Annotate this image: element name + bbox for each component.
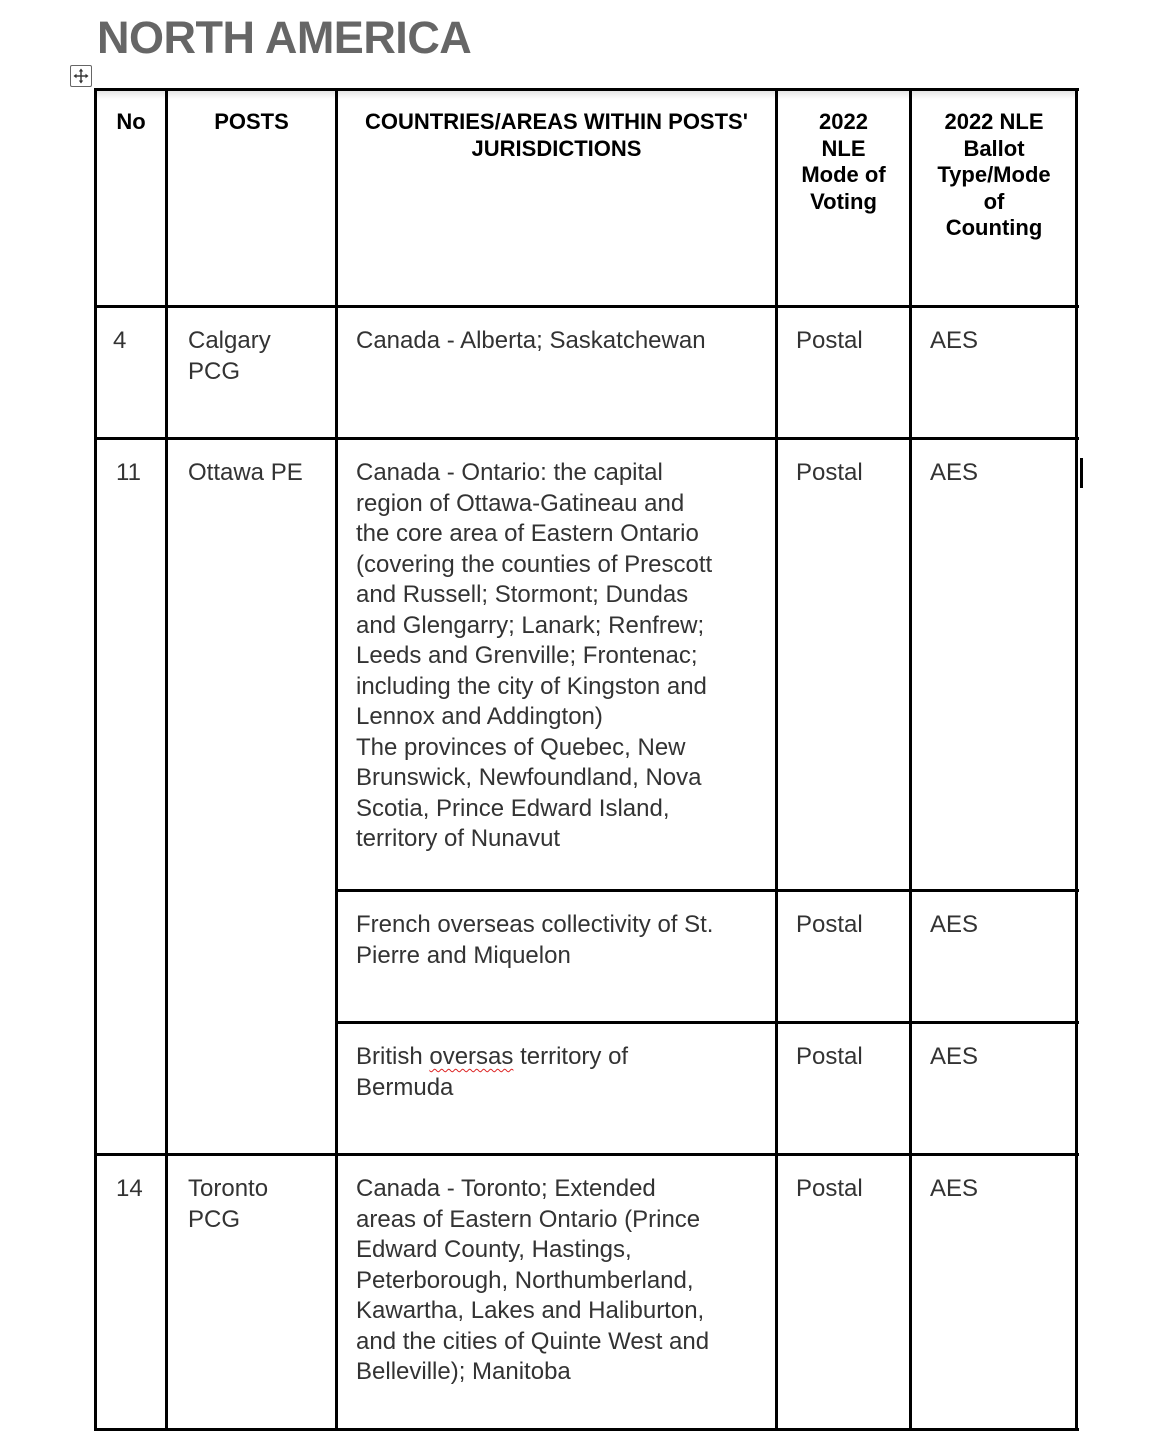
cell-mode-of-voting: Postal	[796, 911, 863, 938]
cell-ballot-type: AES	[930, 327, 979, 354]
grid-line-top	[95, 88, 1079, 91]
cell-areas: British oversas territory of Bermuda	[356, 1043, 629, 1101]
cell-mode-of-voting: Postal	[796, 327, 863, 354]
cell-post: Toronto PCG	[188, 1175, 269, 1233]
text-cursor	[1080, 458, 1083, 488]
cell-no: 11	[116, 459, 141, 486]
grid-line-row11-bottom	[95, 1153, 1079, 1156]
cell-ballot-type: AES	[930, 1175, 979, 1202]
cell-areas: Canada - Alberta; Saskatchewan	[356, 327, 706, 354]
grid-line-header-bottom	[95, 305, 1079, 308]
cell-no: 14	[116, 1175, 143, 1202]
misspelled-word[interactable]: oversas	[429, 1043, 514, 1070]
cell-areas: French overseas collectivity of St. Pierre and Miquelon	[356, 911, 714, 969]
cell-mode-of-voting: Postal	[796, 1175, 863, 1202]
grid-line-row4-bottom	[95, 437, 1079, 440]
table-top-shadow	[97, 91, 1077, 99]
grid-line-col3	[775, 88, 778, 1431]
header-no: No	[116, 109, 146, 134]
move-arrows-icon	[73, 68, 89, 84]
cell-areas: Canada - Toronto; Extended areas of Eastern Ontario (Prince Edward County, Hastings, Peterborough, Northumberland, Kawartha, Lakes and Haliburton, and the cities of Quinte West and Belleville); Manitoba	[356, 1175, 710, 1385]
header-ballot-type: 2022 NLE Ballot Type/Mode of Counting	[937, 109, 1051, 240]
cell-ballot-type: AES	[930, 911, 979, 938]
grid-line-col2	[335, 88, 338, 1431]
grid-line-ottawa-sub1	[336, 889, 1079, 892]
grid-line-right	[1075, 88, 1078, 1431]
cell-mode-of-voting: Postal	[796, 1043, 863, 1070]
table-move-handle[interactable]	[70, 65, 92, 87]
header-countries: COUNTRIES/AREAS WITHIN POSTS' JURISDICTIONS	[365, 109, 748, 161]
cell-post: Ottawa PE	[188, 459, 303, 486]
grid-line-bottom	[95, 1428, 1079, 1431]
cell-post: Calgary PCG	[188, 327, 271, 385]
cell-mode-of-voting: Postal	[796, 459, 863, 486]
header-posts: POSTS	[214, 109, 289, 134]
grid-line-col1	[165, 88, 168, 1431]
cell-ballot-type: AES	[930, 1043, 979, 1070]
cell-no: 4	[113, 327, 127, 354]
cell-ballot-type: AES	[930, 459, 979, 486]
grid-line-col4	[909, 88, 912, 1431]
grid-line-ottawa-sub2	[336, 1021, 1079, 1024]
header-mode-of-voting: 2022 NLE Mode of Voting	[801, 109, 886, 214]
cell-areas: Canada - Ontario: the capital region of Ottawa-Gatineau and the core area of Eastern Ontario (covering the counties of Prescott and Russell; Stormont; Dundas and Glengarry; Lanark; Renfrew; Leeds and Grenville; Frontenac; including the city of Kingston and Lennox and Addington) The provinces of Quebec, New Brunswick, Newfoundland, Nova Scotia, Prince Edward Island, territory of Nunavut	[356, 459, 713, 852]
page-title: NORTH AMERICA	[97, 12, 472, 63]
grid-line-left	[94, 88, 97, 1431]
